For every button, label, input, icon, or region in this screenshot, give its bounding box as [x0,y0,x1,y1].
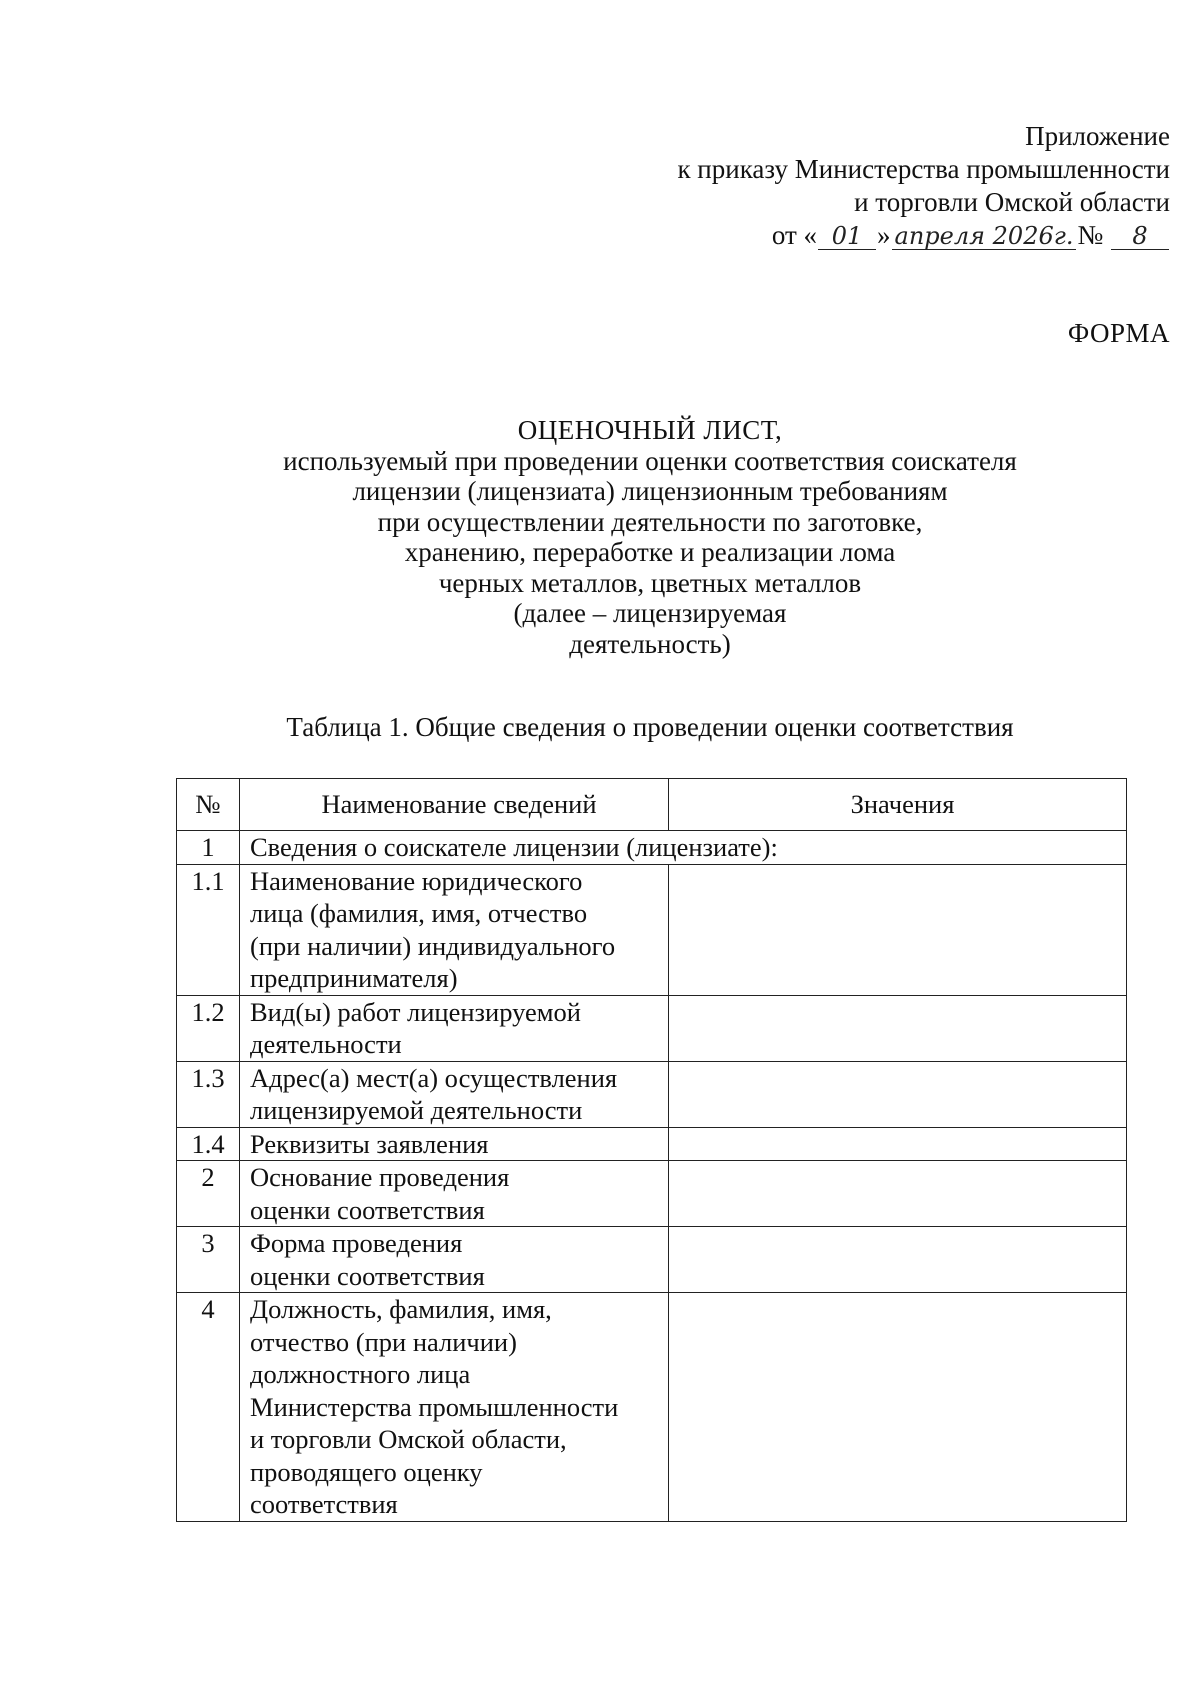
table-caption: Таблица 1. Общие сведения о проведении оценки соответствия [286,712,1014,742]
general-info-table [176,778,1127,1522]
row-name-line: Основание проведения [250,1162,510,1192]
table-header-row [177,779,1127,831]
date-prefix: от « [771,220,818,250]
row-name [240,1127,669,1161]
row-value-cell [669,1127,1127,1161]
row-name [240,864,669,995]
row-name-line: Вид(ы) работ лицензируемой [250,996,581,1027]
row-name [240,995,669,1061]
row-name-line: лицензируемой деятельности [250,1095,583,1125]
handwritten-order-number: 8 [1111,223,1169,250]
row-number: 4 [177,1293,240,1522]
row-name-line: лица (фамилия, имя, отчество [250,898,588,928]
title-line: хранению, переработке и реализации лома [404,537,896,567]
header-name: Наименование сведений [240,779,669,831]
number-sign: № [1077,220,1104,250]
row-name-line: и торговли Омской области, [250,1424,567,1454]
row-name-line: предпринимателя) [250,963,458,993]
title-line: лицензии (лицензиата) лицензионным требованиям [352,476,948,506]
table-row [177,1127,1127,1161]
appendix-line-1: Приложение [1025,121,1170,151]
order-date-line [677,219,1170,252]
date-mid: » [877,220,891,250]
row-number: 3 [177,1227,240,1293]
appendix-header [677,120,1170,252]
appendix-line-3: и торговли Омской области [854,187,1170,217]
table-row [177,864,1127,995]
row-value-cell [669,1061,1127,1127]
title-line: при осуществлении деятельности по заготовке, [377,506,923,537]
row-name-line: оценки соответствия [250,1194,485,1225]
row-name-line: (при наличии) индивидуального [250,930,616,961]
title-main: ОЦЕНОЧНЫЙ ЛИСТ, [517,415,783,445]
table-row [177,1161,1127,1227]
row-name-line: соответствия [250,1489,398,1519]
row-value-cell [669,864,1127,995]
handwritten-day: 01 [818,223,876,250]
row-name [240,1293,669,1522]
row-number: 1.4 [177,1127,240,1161]
row-value-cell [669,1227,1127,1293]
row-name-line: Министерства промышленности [250,1391,619,1422]
table-row [177,1061,1127,1127]
header-number: № [177,779,240,831]
appendix-line-2: к приказу Министерства промышленности [677,154,1170,184]
table-row [177,995,1127,1061]
title-line: деятельность) [569,628,731,659]
table-section-row [177,831,1127,865]
handwritten-month-year: апреля 2026г. [892,223,1077,250]
row-name [240,1227,669,1293]
row-value-cell [669,1161,1127,1227]
title-line: используемый при проведении оценки соответствия соискателя [283,445,1017,476]
row-value-cell [669,1293,1127,1522]
title-line: черных металлов, цветных металлов [438,567,862,598]
section-title: Сведения о соискателе лицензии (лицензиате): [240,831,1127,865]
row-number: 1.3 [177,1061,240,1127]
row-name [240,1061,669,1127]
row-name [240,1161,669,1227]
row-number: 1.1 [177,864,240,995]
row-name-line: Должность, фамилия, имя, [250,1294,552,1324]
row-value-cell [669,995,1127,1061]
row-name-line: Наименование юридического [250,865,583,896]
row-name-line: оценки соответствия [250,1260,485,1291]
table-row [177,1293,1127,1522]
row-number: 1.2 [177,995,240,1061]
header-values: Значения [669,779,1127,831]
forma-label: ФОРМА [1067,318,1170,348]
row-name-line: должностного лица [250,1359,471,1389]
row-name-line: Реквизиты заявления [250,1128,489,1159]
row-name-line: деятельности [250,1029,402,1059]
row-name-line: отчество (при наличии) [250,1326,517,1357]
row-number: 2 [177,1161,240,1227]
document-title [0,415,1200,659]
row-number: 1 [177,831,240,865]
row-name-line: проводящего оценку [250,1456,483,1487]
row-name-line: Форма проведения [250,1228,463,1258]
table-row [177,1227,1127,1293]
row-name-line: Адрес(а) мест(а) осуществления [250,1062,618,1093]
title-line: (далее – лицензируемая [513,598,787,628]
